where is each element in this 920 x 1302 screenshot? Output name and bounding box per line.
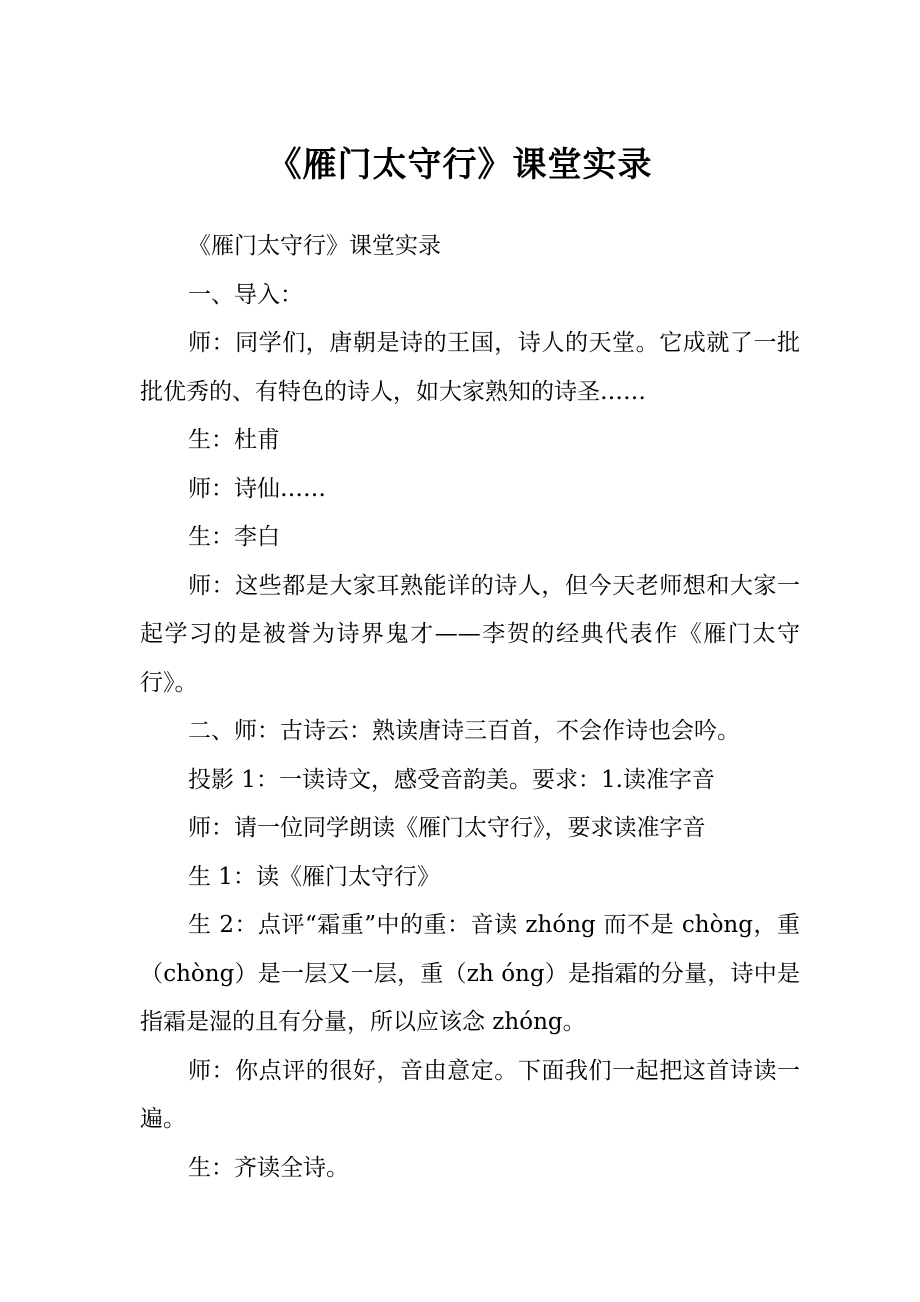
paragraph-teacher-lihe: 师：这些都是大家耳熟能详的诗人，但今天老师想和大家一起学习的是被誉为诗界鬼才——李贺的经典代表作《雁门太守行》。 [140, 572, 800, 696]
paragraph-teacher-praise: 师：你点评的很好，音由意定。下面我们一起把这首诗读一遍。 [140, 1057, 800, 1132]
paragraph-projection-1: 投影 1：一读诗文，感受音韵美。要求：1.读准字音 [188, 766, 715, 793]
paragraph-teacher-request: 师：请一位同学朗读《雁门太守行》，要求读准字音 [188, 815, 706, 841]
paragraph-teacher-opening: 师：同学们，唐朝是诗的王国，诗人的天堂。它成就了一批批优秀的、有特色的诗人，如大家熟知的诗圣…… [140, 330, 800, 405]
paragraph-section-intro: 一、导入： [188, 281, 303, 308]
document-title: 《雁门太守行》课堂实录 [267, 145, 653, 185]
paragraph-student-libai: 生：李白 [188, 524, 280, 550]
paragraph-section-two: 二、师：古诗云：熟读唐诗三百首，不会作诗也会吟。 [188, 718, 740, 744]
paragraph-teacher-shixian: 师：诗仙…… [188, 475, 326, 502]
document-body [140, 222, 800, 1192]
paragraph-student-2: 生 2：点评“霜重”中的重：音读 zhóng 而不是 chòng，重（chòng）是一层又一层，重（zh óng）是指霜的分量，诗中是指霜是湿的且有分量，所以应该念 zhóng。 [140, 912, 800, 1035]
paragraph-student-1: 生 1：读《雁门太守行》 [188, 863, 440, 890]
paragraph-student-dufu: 生：杜甫 [188, 427, 280, 453]
paragraph-subtitle: 《雁门太守行》课堂实录 [188, 233, 441, 259]
paragraph-student-group-read: 生：齐读全诗。 [188, 1154, 349, 1181]
